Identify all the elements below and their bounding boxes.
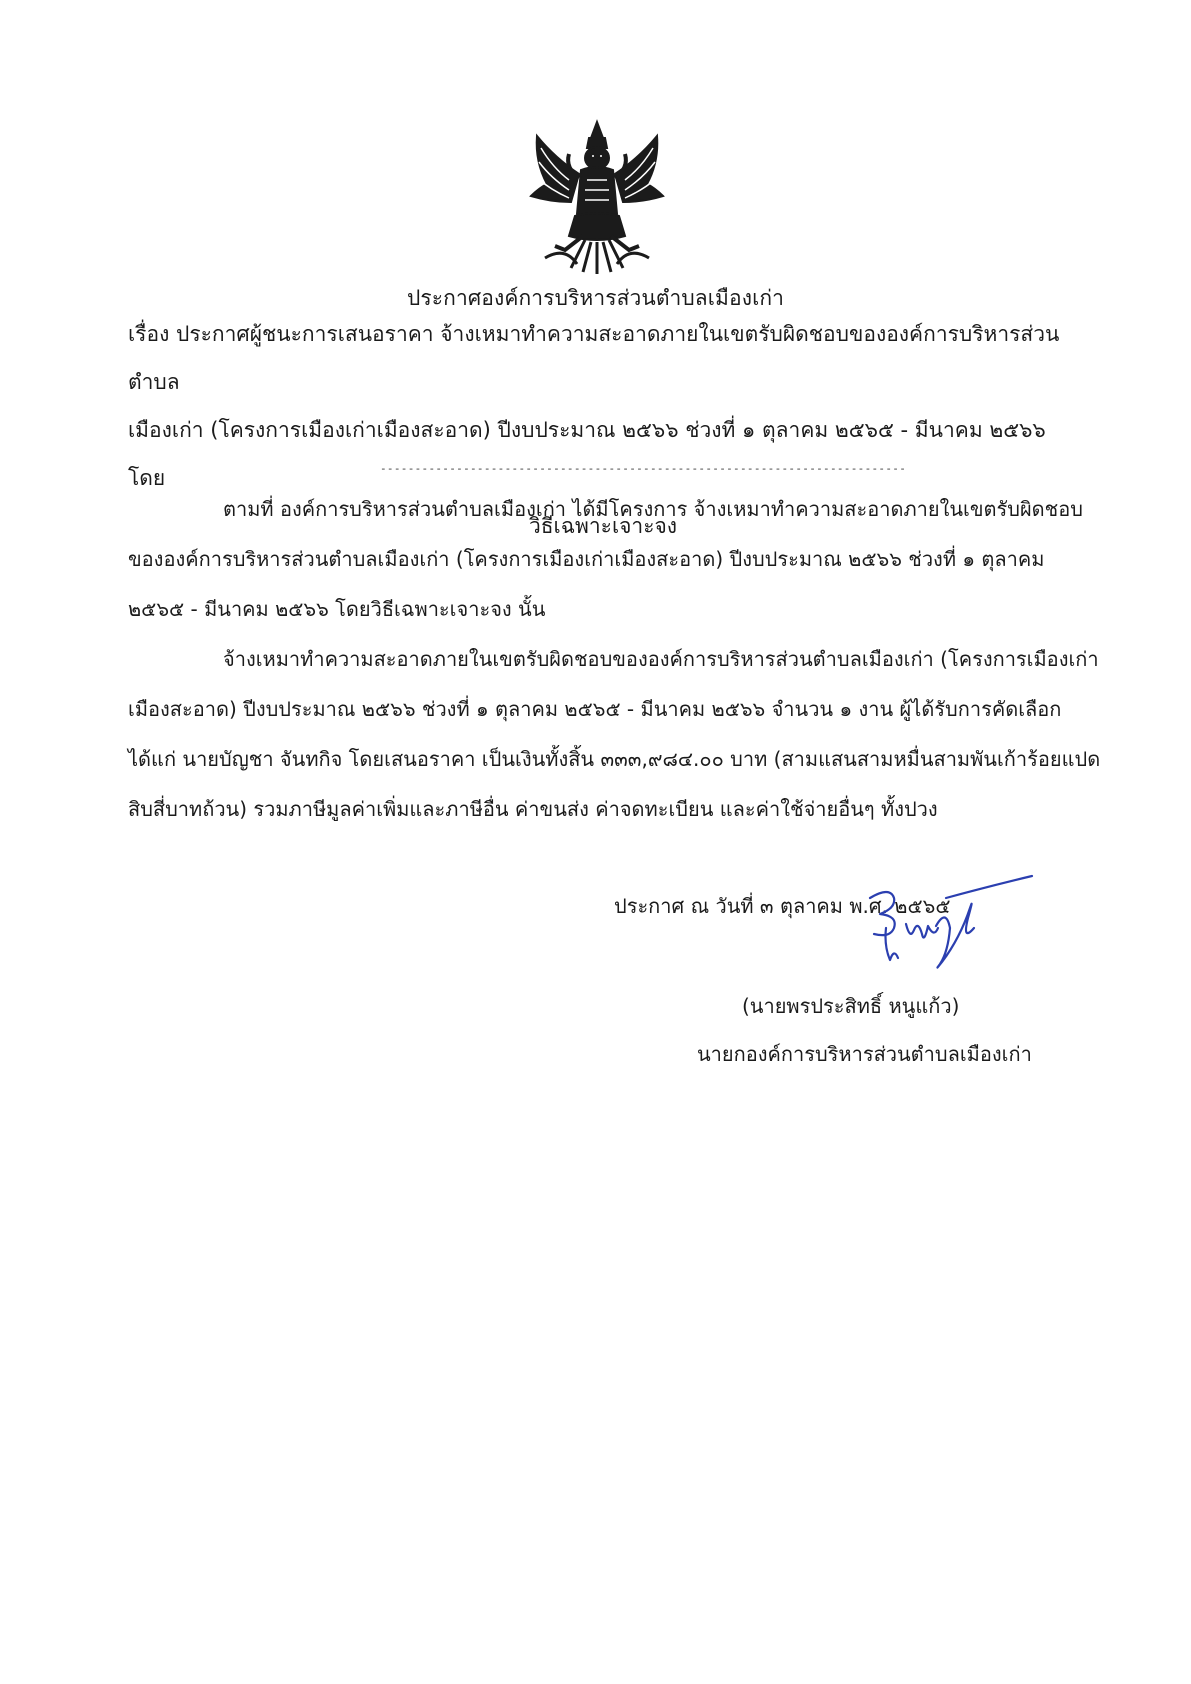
garuda-emblem-icon — [525, 118, 670, 276]
subject-line: เรื่อง ประกาศผู้ชนะการเสนอราคา จ้างเหมาทำความสะอาดภายในเขตรับผิดชอบขององค์การบริหารส่วนตำบล — [128, 322, 1060, 394]
subject-line: วิธีเฉพาะเจาะจง — [528, 514, 678, 538]
signer-title: นายกองค์การบริหารส่วนตำบลเมืองเก่า — [697, 1042, 1032, 1066]
paragraph-line: สิบสี่บาทถ้วน) รวมภาษีมูลค่าเพิ่มและภาษีอื่น ค่าขนส่ง ค่าจดทะเบียน และค่าใช้จ่ายอื่นๆ ทั้งปวง — [128, 797, 938, 821]
announcement-date: ประกาศ ณ วันที่ ๓ ตุลาคม พ.ศ. ๒๕๖๕ — [614, 894, 951, 918]
paragraph-line: ขององค์การบริหารส่วนตำบลเมืองเก่า (โครงการเมืองเก่าเมืองสะอาด) ปีงบประมาณ ๒๕๖๖ ช่วงที่ ๑ ตุลาคม — [128, 547, 1045, 571]
paragraph-line: เมืองสะอาด) ปีงบประมาณ ๒๕๖๖ ช่วงที่ ๑ ตุลาคม ๒๕๖๕ - มีนาคม ๒๕๖๖ จำนวน ๑ งาน ผู้ได้รับการคัดเลือก — [128, 697, 1062, 721]
announcement-title: ประกาศองค์การบริหารส่วนตำบลเมืองเก่า — [406, 286, 785, 310]
divider: ---------------------------------------------------------------------------- — [380, 462, 907, 475]
paragraph-line: ได้แก่ นายบัญชา จันทกิจ โดยเสนอราคา เป็นเงินทั้งสิ้น ๓๓๓,๙๘๔.๐๐ บาท (สามแสนสามหมื่นสามพันเก้าร้อยแปด — [128, 747, 1101, 771]
paragraph-1 — [128, 484, 1083, 634]
signature-mark — [850, 868, 1040, 978]
paragraph-line: ๒๕๖๕ - มีนาคม ๒๕๖๖ โดยวิธีเฉพาะเจาะจง นั้น — [128, 597, 546, 621]
paragraph-line: ตามที่ องค์การบริหารส่วนตำบลเมืองเก่า ได้มีโครงการ จ้างเหมาทำความสะอาดภายในเขตรับผิดชอบ — [223, 497, 1083, 521]
subject-line: เมืองเก่า (โครงการเมืองเก่าเมืองสะอาด) ปีงบประมาณ ๒๕๖๖ ช่วงที่ ๑ ตุลาคม ๒๕๖๕ - มีนาคม ๒๕๖๖ โดย — [128, 418, 1046, 490]
paragraph-line: จ้างเหมาทำความสะอาดภายในเขตรับผิดชอบขององค์การบริหารส่วนตำบลเมืองเก่า (โครงการเมืองเก่า — [223, 647, 1099, 671]
signer-name: (นายพรประสิทธิ์ หนูแก้ว) — [742, 994, 960, 1018]
paragraph-2 — [128, 634, 1101, 834]
